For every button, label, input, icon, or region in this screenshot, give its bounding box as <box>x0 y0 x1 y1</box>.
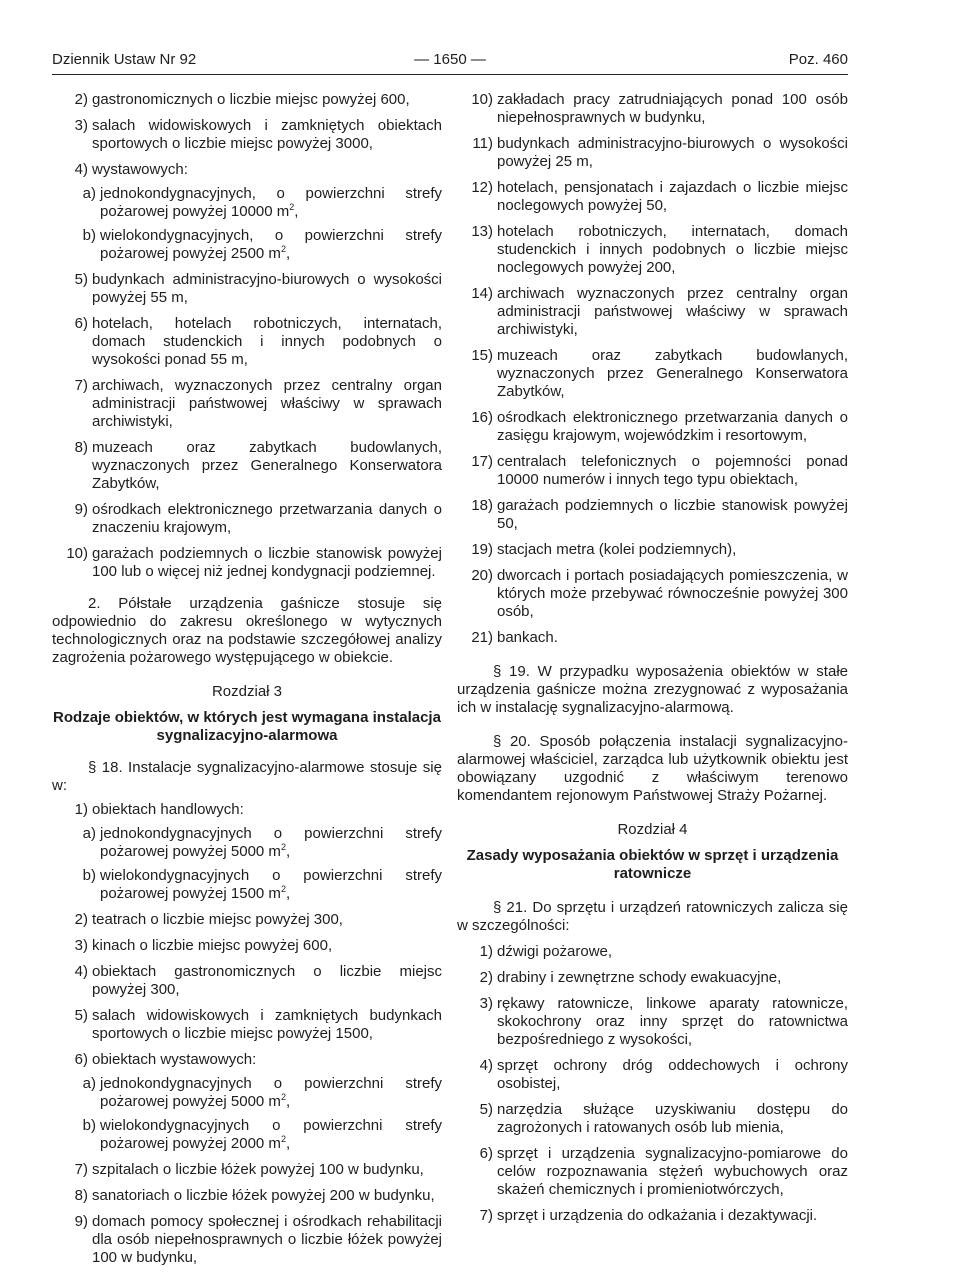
page-number: — 1650 — <box>414 51 486 68</box>
list-item <box>457 995 848 1049</box>
item-text-end: , <box>285 1093 291 1110</box>
list-item <box>52 117 442 153</box>
item-letter: b) <box>82 867 96 884</box>
item-number: 7) <box>74 377 88 394</box>
item-number: 17) <box>471 453 493 470</box>
chapter-number: Rozdział 4 <box>617 821 688 838</box>
paragraph: 2. Półstałe urządzenia gaśnicze stosuje się odpowiednio do zakresu określonego w wytycznych technologicznych oraz na podstawie szczegółowej analizy zagrożenia pożarowego występującego w obiekcie. <box>52 595 442 666</box>
list-item <box>457 567 848 621</box>
item-text: archiwach wyznaczonych przez centralny organ administracji państwowej właściwy w sprawach archiwistyki, <box>497 285 848 338</box>
item-number: 4) <box>74 963 88 980</box>
item-text: dworcach i portach posiadających pomieszczenia, w których może przebywać równocześnie powyżej 300 osób, <box>497 567 848 620</box>
item-text: salach widowiskowych i zamkniętych obiektach sportowych o liczbie miejsc powyżej 3000, <box>92 117 442 152</box>
item-number: 3) <box>74 117 88 134</box>
item-number: 6) <box>74 315 88 332</box>
item-text: drabiny i zewnętrzne schody ewakuacyjne, <box>497 969 782 986</box>
item-number: 10) <box>66 545 88 562</box>
item-text-end: , <box>285 885 291 902</box>
item-number: 6) <box>479 1145 493 1162</box>
item-number: 7) <box>479 1207 493 1224</box>
journal-title: Dziennik Ustaw Nr 92 <box>52 51 197 68</box>
item-number: 5) <box>74 271 88 288</box>
list-item <box>52 1161 442 1179</box>
sub-item <box>52 1117 442 1153</box>
sub-item <box>52 825 442 861</box>
list-item <box>457 1207 848 1225</box>
item-text: narzędzia służące uzyskiwaniu dostępu do zagrożonych i ratowanych osób lub mienia, <box>497 1101 848 1136</box>
item-text: wielokondygnacyjnych o powierzchni strefy pożarowej powyżej 2000 m <box>100 1117 442 1152</box>
item-text: archiwach, wyznaczonych przez centralny organ administracji państwowej właściwy w sprawach archiwistyki, <box>92 377 442 430</box>
item-text: sprzęt ochrony dróg oddechowych i ochrony osobistej, <box>497 1057 848 1092</box>
section-paragraph: § 18. Instalacje sygnalizacyjno-alarmowe stosuje się w: <box>52 759 442 794</box>
section-paragraph: § 21. Do sprzętu i urządzeń ratowniczych zalicza się w szczególności: <box>457 899 848 934</box>
item-text-end: , <box>294 203 299 220</box>
item-text: obiektach gastronomicznych o liczbie miejsc powyżej 300, <box>92 963 442 998</box>
chapter-number: Rozdział 3 <box>211 683 283 700</box>
item-number: 4) <box>74 161 88 178</box>
item-text: wystawowych: <box>92 161 188 178</box>
superscript: 2 <box>280 1092 286 1102</box>
list-item <box>457 541 848 559</box>
item-number: 13) <box>471 223 493 240</box>
item-letter: a) <box>82 185 96 202</box>
item-number: 6) <box>74 1051 88 1068</box>
list-item <box>52 963 442 999</box>
item-number: 10) <box>471 91 493 108</box>
list-item <box>457 223 848 277</box>
item-number: 9) <box>74 1213 88 1230</box>
list-item <box>52 91 442 109</box>
list-item <box>52 1187 442 1205</box>
item-text: sprzęt i urządzenia sygnalizacyjno-pomiarowe do celów rozpoznawania stężeń wybuchowych oraz skażeń chemicznych i promieniotwórczych, <box>497 1145 848 1198</box>
list-item <box>457 347 848 401</box>
item-text: stacjach metra (kolei podziemnych), <box>497 541 737 558</box>
item-number: 9) <box>74 501 88 518</box>
item-letter: b) <box>82 1117 96 1134</box>
sub-item <box>52 867 442 903</box>
list-item <box>457 91 848 127</box>
item-letter: a) <box>82 1075 96 1092</box>
list-item <box>457 409 848 445</box>
item-text: dźwigi pożarowe, <box>497 943 613 960</box>
item-number: 21) <box>471 629 493 646</box>
item-number: 2) <box>74 911 88 928</box>
item-number: 7) <box>74 1161 88 1178</box>
item-number: 16) <box>471 409 493 426</box>
list-item <box>52 1007 442 1043</box>
list-item <box>52 1213 442 1267</box>
item-number: 19) <box>471 541 493 558</box>
item-number: 8) <box>74 439 88 456</box>
list-item <box>457 1145 848 1199</box>
sub-item <box>52 185 442 221</box>
item-text: szpitalach o liczbie łóżek powyżej 100 w budynku, <box>92 1161 424 1178</box>
list-item <box>52 1051 442 1069</box>
item-number: 12) <box>471 179 493 196</box>
item-number: 8) <box>74 1187 88 1204</box>
item-number: 4) <box>479 1057 493 1074</box>
item-letter: b) <box>82 227 96 244</box>
item-text: sprzęt i urządzenia do odkażania i dezaktywacji. <box>497 1207 818 1224</box>
item-text: hotelach, hotelach robotniczych, internatach, domach studenckich i innych podobnych o wysokości ponad 55 m, <box>92 315 442 368</box>
item-text: budynkach administracyjno-biurowych o wysokości powyżej 25 m, <box>497 135 848 170</box>
list-item <box>457 1101 848 1137</box>
item-text: rękawy ratownicze, linkowe aparaty ratownicze, skokochrony oraz inny sprzęt do ratownictwa bezpośredniego z wysokości, <box>497 995 848 1048</box>
item-text: hotelach robotniczych, internatach, domach studenckich i innych podobnych o liczbie miejsc noclegowych powyżej 200, <box>497 223 848 276</box>
item-text: wielokondygnacyjnych, o powierzchni strefy pożarowej powyżej 2500 m <box>100 227 442 262</box>
item-text: bankach. <box>497 629 558 646</box>
list-item <box>457 179 848 215</box>
list-item <box>457 285 848 339</box>
item-number: 2) <box>74 91 88 108</box>
list-item <box>457 969 848 987</box>
list-item <box>457 497 848 533</box>
section-paragraph: § 20. Sposób połączenia instalacji sygnalizacyjno-alarmowej właściciel, zarządca lub użytkownik obiektu jest obowiązany uzgodnić z właściwym terenowo komendantem rejonowym Państwowej Straży Pożarnej. <box>457 733 848 804</box>
item-text: muzeach oraz zabytkach budowlanych, wyznaczonych przez Generalnego Konserwatora Zabytków, <box>497 347 848 400</box>
item-text: gastronomicznych o liczbie miejsc powyżej 600, <box>92 91 410 108</box>
item-number: 14) <box>471 285 493 302</box>
item-text: domach pomocy społecznej i ośrodkach rehabilitacji dla osób niepełnosprawnych o liczbie łóżek powyżej 100 w budynku, <box>92 1213 442 1266</box>
item-text: kinach o liczbie miejsc powyżej 600, <box>92 937 333 954</box>
list-item <box>457 943 848 961</box>
item-number: 18) <box>471 497 493 514</box>
item-number: 3) <box>479 995 493 1012</box>
item-text: jednokondygnacyjnych o powierzchni strefy pożarowej powyżej 5000 m <box>100 825 442 860</box>
item-number: 15) <box>471 347 493 364</box>
superscript: 2 <box>280 244 286 254</box>
item-text-end: , <box>285 245 291 262</box>
item-text: ośrodkach elektronicznego przetwarzania danych o zasięgu krajowym, wojewódzkim i resortowym, <box>497 409 848 444</box>
list-item <box>52 545 442 581</box>
list-item <box>52 315 442 369</box>
item-text: jednokondygnacyjnych, o powierzchni strefy pożarowej powyżej 10000 m <box>100 185 442 220</box>
list-item <box>52 801 442 819</box>
item-number: 5) <box>479 1101 493 1118</box>
item-number: 1) <box>479 943 493 960</box>
item-text: centralach telefonicznych o pojemności ponad 10000 numerów i innych tego typu obiektach, <box>497 453 848 488</box>
item-text: obiektach handlowych: <box>92 801 244 818</box>
superscript: 2 <box>280 1134 286 1144</box>
item-number: 20) <box>471 567 493 584</box>
item-text: budynkach administracyjno-biurowych o wysokości powyżej 55 m, <box>92 271 442 306</box>
list-item <box>457 629 848 647</box>
left-column <box>52 91 442 1267</box>
item-text: zakładach pracy zatrudniających ponad 100 osób niepełnosprawnych w budynku, <box>497 91 848 126</box>
list-item <box>52 501 442 537</box>
list-item <box>52 377 442 431</box>
list-item <box>457 1057 848 1093</box>
sub-item <box>52 227 442 263</box>
item-text-end: , <box>285 1135 291 1152</box>
list-item <box>457 453 848 489</box>
running-header <box>52 50 848 75</box>
item-text-end: , <box>285 843 291 860</box>
list-item <box>457 135 848 171</box>
list-item <box>52 937 442 955</box>
item-text: sanatoriach o liczbie łóżek powyżej 200 w budynku, <box>92 1187 435 1204</box>
superscript: 2 <box>280 842 286 852</box>
item-number: 1) <box>74 801 88 818</box>
sub-item <box>52 1075 442 1111</box>
superscript: 2 <box>289 202 295 212</box>
item-text: garażach podziemnych o liczbie stanowisk powyżej 100 lub o więcej niż jednej kondygnacji podziemnej. <box>92 545 442 580</box>
item-text: salach widowiskowych i zamkniętych budynkach sportowych o liczbie miejsc powyżej 1500, <box>92 1007 442 1042</box>
position-number: Poz. 460 <box>788 51 848 68</box>
chapter-title: Rodzaje obiektów, w których jest wymagana instalacja sygnalizacyjno-alarmowa <box>53 709 441 744</box>
section-paragraph: § 19. W przypadku wyposażenia obiektów w stałe urządzenia gaśnicze można zrezygnować z wyposażania ich w instalację sygnalizacyjno-alarmową. <box>457 663 848 716</box>
item-text: teatrach o liczbie miejsc powyżej 300, <box>92 911 343 928</box>
item-number: 3) <box>74 937 88 954</box>
item-text: muzeach oraz zabytkach budowlanych, wyznaczonych przez Generalnego Konserwatora Zabytków, <box>92 439 442 492</box>
item-number: 2) <box>479 969 493 986</box>
list-item <box>52 911 442 929</box>
list-item <box>52 439 442 493</box>
item-text: ośrodkach elektronicznego przetwarzania danych o znaczeniu krajowym, <box>92 501 442 536</box>
list-item <box>52 271 442 307</box>
superscript: 2 <box>280 884 286 894</box>
item-text: garażach podziemnych o liczbie stanowisk powyżej 50, <box>497 497 848 532</box>
item-number: 11) <box>472 135 493 152</box>
chapter-title: Zasady wyposażania obiektów w sprzęt i urządzenia ratownicze <box>466 847 839 882</box>
list-item <box>52 161 442 179</box>
item-text: jednokondygnacyjnych o powierzchni strefy pożarowej powyżej 5000 m <box>100 1075 442 1110</box>
item-number: 5) <box>74 1007 88 1024</box>
item-letter: a) <box>82 825 96 842</box>
item-text: obiektach wystawowych: <box>92 1051 257 1068</box>
item-text: hotelach, pensjonatach i zajazdach o liczbie miejsc noclegowych powyżej 50, <box>497 179 848 214</box>
item-text: wielokondygnacyjnych o powierzchni strefy pożarowej powyżej 1500 m <box>100 867 442 902</box>
right-column <box>457 91 848 1225</box>
